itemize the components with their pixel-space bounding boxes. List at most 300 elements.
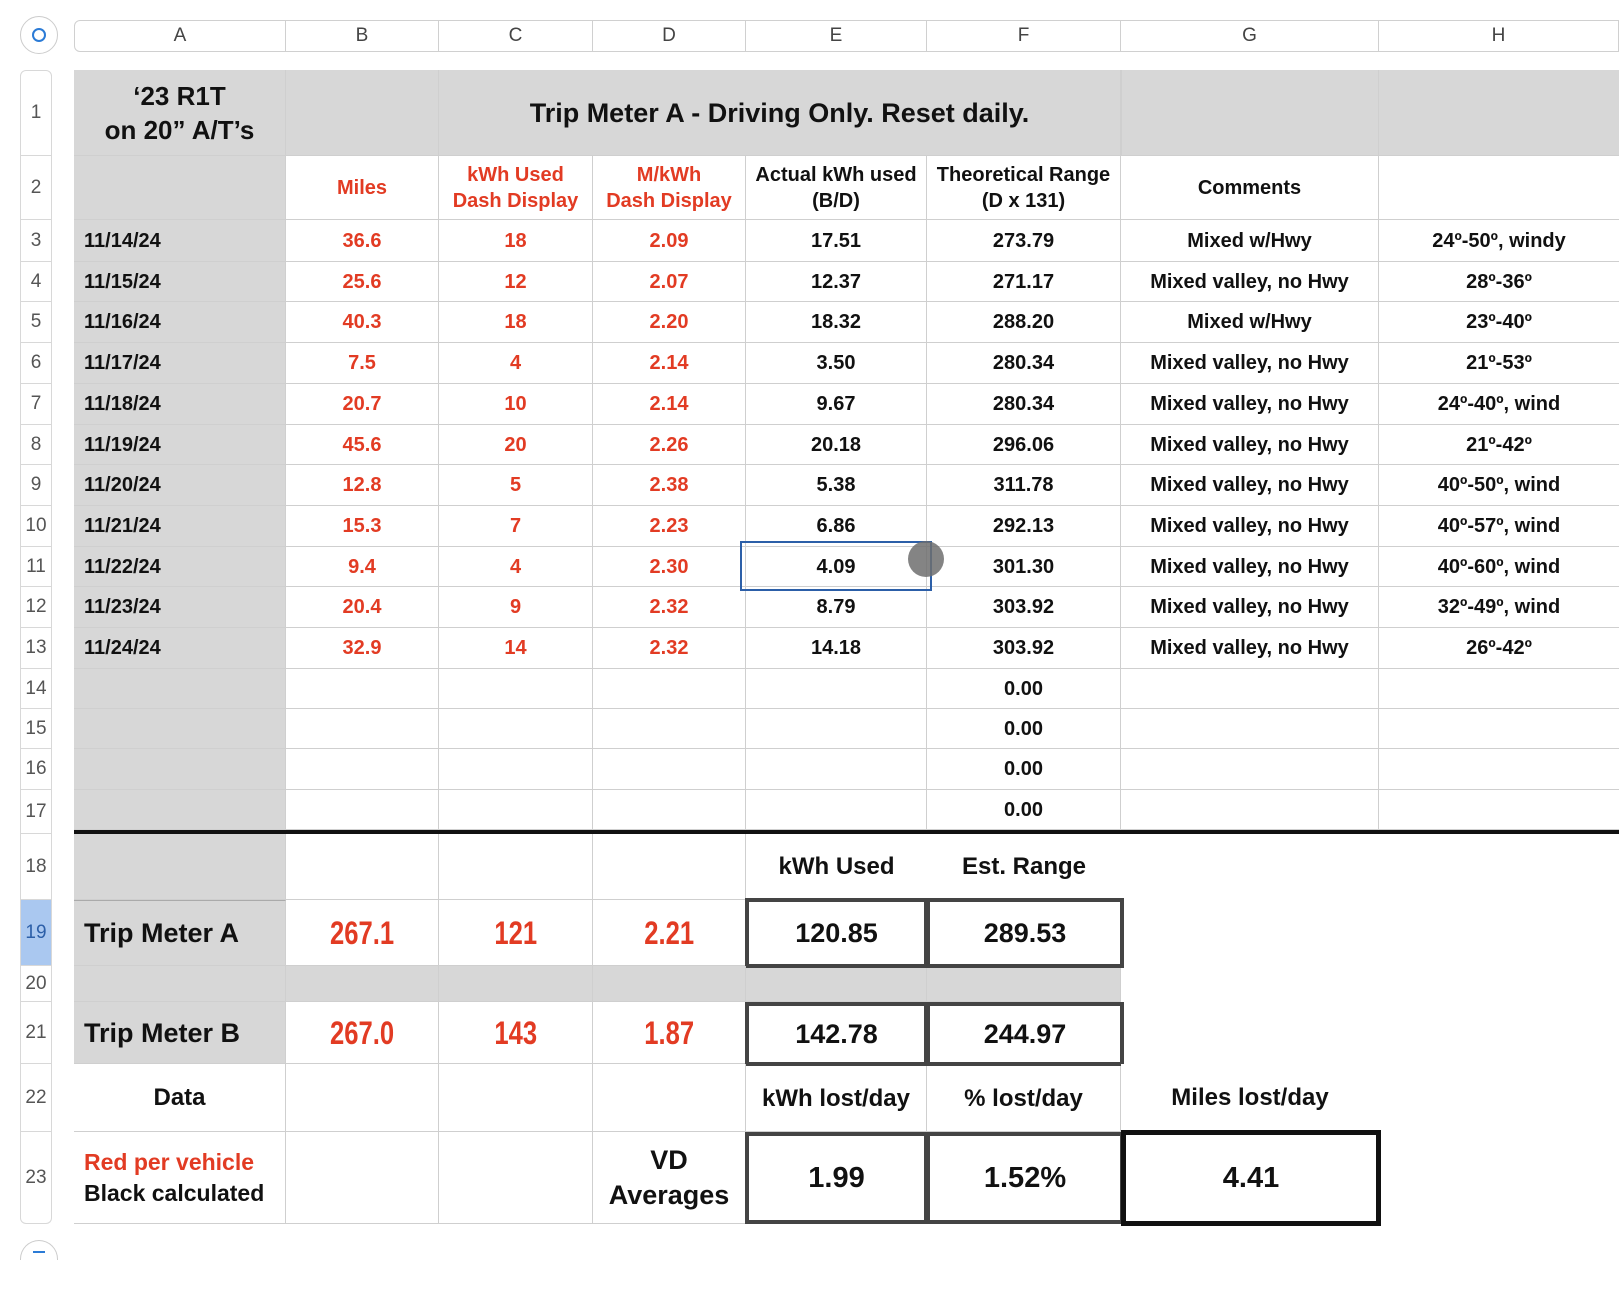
pct-lost-label: % lost/day — [964, 1084, 1083, 1112]
row-header-23[interactable]: 23 — [20, 1132, 52, 1224]
theoretical-range-value: 280.34 — [992, 393, 1055, 415]
trip-meter-a-label: Trip Meter A — [84, 918, 240, 948]
actual-kwh-value: 12.37 — [810, 270, 862, 293]
est-range-label-cell[interactable] — [927, 834, 1121, 900]
b23-cell[interactable] — [286, 1132, 439, 1224]
m-per-kwh-value: 2.26 — [649, 433, 689, 456]
header-mkwh-line1: M/kWh — [636, 163, 702, 186]
m-per-kwh-cell[interactable] — [593, 587, 746, 628]
temperature-cell[interactable] — [1379, 220, 1619, 262]
title-h1-cell[interactable] — [1379, 70, 1619, 156]
theoretical-range-cell[interactable] — [927, 425, 1121, 465]
header-kwh-used-line1: kWh Used — [467, 163, 564, 186]
temperature-value: 21º-42º — [1466, 433, 1532, 456]
temperature-cell[interactable] — [1379, 587, 1619, 628]
b20-cell[interactable] — [286, 966, 439, 1002]
title-vehicle-cell[interactable] — [74, 70, 286, 156]
miles-cell[interactable] — [286, 790, 439, 830]
miles-cell[interactable] — [286, 220, 439, 262]
theoretical-range-value: 0.00 — [1004, 717, 1043, 740]
title-vehicle-line2: on 20” A/T’s — [104, 114, 255, 145]
temperature-cell[interactable] — [1379, 749, 1619, 790]
actual-kwh-cell[interactable] — [746, 220, 927, 262]
kwh-used-value: 20 — [504, 433, 527, 456]
miles-lost-cell[interactable] — [1121, 1130, 1381, 1226]
theoretical-range-cell[interactable] — [927, 302, 1121, 343]
kwh-used-cell[interactable] — [439, 587, 593, 628]
comment-cell[interactable] — [1121, 506, 1379, 547]
date-cell[interactable] — [74, 749, 286, 790]
temperature-value: 40º-60º, wind — [1437, 555, 1561, 578]
trip-a-kwh-cell[interactable] — [439, 900, 593, 966]
kwh-used-cell[interactable] — [439, 628, 593, 669]
kwh-used-cell[interactable] — [439, 709, 593, 749]
comment-cell[interactable] — [1121, 749, 1379, 790]
miles-cell[interactable] — [286, 465, 439, 506]
header-miles[interactable] — [286, 156, 439, 220]
header-miles-label: Miles — [336, 176, 388, 199]
trip-b-kwh-cell[interactable] — [439, 1002, 593, 1064]
temperature-cell[interactable] — [1379, 709, 1619, 749]
kwh-used-value: 18 — [504, 311, 527, 333]
temperature-cell[interactable] — [1379, 262, 1619, 302]
miles-lost-label-cell[interactable] — [1121, 1064, 1379, 1132]
temperature-value: 32º-49º, wind — [1437, 596, 1561, 618]
actual-kwh-cell[interactable] — [746, 425, 927, 465]
miles-cell[interactable] — [286, 749, 439, 790]
d20-cell[interactable] — [593, 966, 746, 1002]
date-cell[interactable] — [74, 506, 286, 547]
comment-cell[interactable] — [1121, 384, 1379, 425]
theoretical-range-value: 303.92 — [992, 637, 1055, 659]
theoretical-range-value: 311.78 — [993, 474, 1054, 496]
kwh-lost-cell[interactable] — [745, 1132, 928, 1224]
column-header-d[interactable]: D — [593, 20, 746, 52]
actual-kwh-value: 17.51 — [810, 229, 862, 252]
comment-value: Mixed valley, no Hwy — [1150, 393, 1349, 415]
column-header-a[interactable]: A — [74, 20, 286, 52]
trip-b-miles: 267.0 — [329, 1014, 395, 1051]
theoretical-range-value: 288.20 — [992, 311, 1055, 333]
kwh-lost-label-cell[interactable] — [746, 1066, 927, 1132]
trip-a-range-cell[interactable] — [926, 898, 1124, 968]
d22-cell[interactable] — [593, 1064, 746, 1132]
miles-cell[interactable] — [286, 587, 439, 628]
comment-value: Mixed valley, no Hwy — [1150, 637, 1349, 659]
title-vehicle-line1: ‘23 R1T — [133, 80, 226, 111]
legend-cell[interactable] — [74, 1132, 286, 1224]
theoretical-range-cell[interactable] — [927, 709, 1121, 749]
date-value: 11/17/24 — [84, 352, 161, 374]
temperature-cell[interactable] — [1379, 343, 1619, 384]
m-per-kwh-cell[interactable] — [593, 384, 746, 425]
comment-value: Mixed valley, no Hwy — [1150, 474, 1349, 496]
m-per-kwh-cell[interactable] — [593, 506, 746, 547]
date-value: 11/23/24 — [84, 596, 161, 618]
comment-cell[interactable] — [1121, 709, 1379, 749]
actual-kwh-cell[interactable] — [746, 587, 927, 628]
kwh-used-cell[interactable] — [439, 506, 593, 547]
trip-b-used: 142.78 — [795, 1019, 878, 1049]
actual-kwh-value: 3.50 — [816, 352, 856, 374]
date-cell[interactable] — [74, 220, 286, 262]
date-value: 11/22/24 — [84, 555, 161, 578]
c18-cell[interactable] — [439, 834, 593, 900]
date-cell[interactable] — [74, 628, 286, 669]
header-a2-cell[interactable] — [74, 156, 286, 220]
a20-cell[interactable] — [74, 966, 286, 1002]
column-header-c[interactable]: C — [439, 20, 593, 52]
row-header-15[interactable]: 15 — [20, 709, 52, 749]
miles-cell[interactable] — [286, 343, 439, 384]
date-cell[interactable] — [74, 587, 286, 628]
temperature-cell[interactable] — [1379, 302, 1619, 343]
date-cell[interactable] — [74, 302, 286, 343]
comment-cell[interactable] — [1121, 220, 1379, 262]
row-header-7[interactable]: 7 — [20, 384, 52, 425]
row-header-10[interactable]: 10 — [20, 506, 52, 547]
est-range-label: Est. Range — [961, 853, 1087, 880]
kwh-used-value: 7 — [509, 515, 522, 537]
temperature-value: 40º-57º, wind — [1437, 515, 1561, 537]
date-value: 11/19/24 — [84, 433, 161, 456]
comment-value: Mixed valley, no Hwy — [1150, 596, 1349, 618]
comment-cell[interactable] — [1121, 587, 1379, 628]
theoretical-range-value: 292.13 — [992, 515, 1055, 537]
kwh-used-value: 14 — [504, 637, 527, 659]
kwh-used-cell[interactable] — [439, 220, 593, 262]
comment-cell[interactable] — [1121, 343, 1379, 384]
m-per-kwh-value: 2.23 — [649, 515, 689, 537]
comment-cell[interactable] — [1121, 790, 1379, 830]
c22-cell[interactable] — [439, 1064, 593, 1132]
temperature-cell[interactable] — [1379, 506, 1619, 547]
selection-handle-icon[interactable] — [908, 541, 944, 577]
miles-value: 15.3 — [342, 515, 382, 537]
miles-value: 12.8 — [342, 474, 382, 496]
theoretical-range-value: 301.30 — [992, 555, 1055, 578]
trip-a-mkwh-cell[interactable] — [593, 900, 746, 966]
miles-cell[interactable] — [286, 425, 439, 465]
vd-averages-cell[interactable] — [593, 1132, 746, 1224]
theoretical-range-cell[interactable] — [927, 669, 1121, 709]
actual-kwh-value: 20.18 — [810, 433, 862, 456]
theoretical-range-value: 0.00 — [1004, 677, 1043, 700]
comment-value: Mixed valley, no Hwy — [1150, 433, 1349, 456]
theoretical-range-cell[interactable] — [927, 506, 1121, 547]
m-per-kwh-cell[interactable] — [593, 709, 746, 749]
comment-cell[interactable] — [1121, 669, 1379, 709]
header-comments[interactable] — [1121, 156, 1379, 220]
m-per-kwh-cell[interactable] — [593, 749, 746, 790]
actual-kwh-cell[interactable] — [746, 343, 927, 384]
kwh-lost-label: kWh lost/day — [761, 1084, 911, 1112]
kwh-used-cell[interactable] — [439, 669, 593, 709]
kwh-used-value: 4 — [509, 352, 522, 374]
date-value: 11/15/24 — [84, 270, 161, 293]
theoretical-range-cell[interactable] — [927, 262, 1121, 302]
actual-kwh-cell[interactable] — [746, 262, 927, 302]
m-per-kwh-value: 2.20 — [649, 311, 689, 333]
row-header-8[interactable]: 8 — [20, 425, 52, 465]
theoretical-range-cell[interactable] — [927, 220, 1121, 262]
theoretical-range-value: 303.92 — [992, 596, 1055, 618]
miles-cell[interactable] — [286, 628, 439, 669]
row-header-13[interactable]: 13 — [20, 628, 52, 669]
kwh-used-value: 4 — [509, 555, 522, 578]
temperature-cell[interactable] — [1379, 425, 1619, 465]
row-header-21[interactable]: 21 — [20, 1002, 52, 1064]
row-header-17[interactable]: 17 — [20, 790, 52, 834]
m-per-kwh-cell[interactable] — [593, 343, 746, 384]
date-cell[interactable] — [74, 425, 286, 465]
header-h2-cell[interactable] — [1379, 156, 1619, 220]
theoretical-range-cell[interactable] — [927, 465, 1121, 506]
column-header-g[interactable]: G — [1121, 20, 1379, 52]
title-main: Trip Meter A - Driving Only. Reset daily. — [529, 97, 1030, 128]
m-per-kwh-value: 2.38 — [649, 474, 689, 496]
comment-value: Mixed valley, no Hwy — [1150, 515, 1349, 537]
miles-value: 7.5 — [348, 352, 376, 374]
miles-cell[interactable] — [286, 262, 439, 302]
minus-icon — [33, 1251, 45, 1253]
vd-label: VD — [650, 1144, 688, 1175]
miles-value: 32.9 — [342, 637, 382, 659]
data-label-cell[interactable] — [74, 1064, 286, 1132]
miles-value: 40.3 — [342, 311, 382, 333]
temperature-cell[interactable] — [1379, 465, 1619, 506]
actual-kwh-cell[interactable] — [746, 302, 927, 343]
header-actual-line1: Actual kWh used — [755, 163, 917, 186]
comment-cell[interactable] — [1121, 628, 1379, 669]
theoretical-range-cell[interactable] — [927, 384, 1121, 425]
temperature-value: 26º-42º — [1466, 637, 1532, 659]
title-g1-cell[interactable] — [1121, 70, 1379, 156]
actual-kwh-cell[interactable] — [746, 749, 927, 790]
kwh-used-cell[interactable] — [439, 547, 593, 587]
m-per-kwh-value: 2.32 — [649, 596, 689, 618]
select-all-button[interactable] — [20, 16, 58, 54]
comment-cell[interactable] — [1121, 302, 1379, 343]
column-header-f[interactable]: F — [927, 20, 1121, 52]
theoretical-range-value: 296.06 — [992, 433, 1055, 456]
miles-value: 20.4 — [342, 596, 382, 618]
m-per-kwh-value: 2.14 — [649, 352, 689, 374]
c20-cell[interactable] — [439, 966, 593, 1002]
row-header-2[interactable]: 2 — [20, 156, 52, 220]
row-header-11[interactable]: 11 — [20, 547, 52, 587]
theoretical-range-cell[interactable] — [927, 790, 1121, 830]
date-value: 11/24/24 — [84, 637, 161, 659]
temperature-cell[interactable] — [1379, 669, 1619, 709]
theoretical-range-cell[interactable] — [927, 628, 1121, 669]
m-per-kwh-value: 2.32 — [649, 637, 689, 659]
trip-meter-a-label-cell[interactable] — [74, 900, 286, 966]
theoretical-range-cell[interactable] — [927, 587, 1121, 628]
m-per-kwh-cell[interactable] — [593, 669, 746, 709]
comment-cell[interactable] — [1121, 262, 1379, 302]
temperature-cell[interactable] — [1379, 547, 1619, 587]
actual-kwh-cell[interactable] — [746, 384, 927, 425]
row-header-3[interactable]: 3 — [20, 220, 52, 262]
kwh-used-cell[interactable] — [439, 790, 593, 830]
actual-kwh-value: 8.79 — [816, 596, 856, 618]
a18-cell[interactable] — [74, 834, 286, 900]
comment-value: Mixed valley, no Hwy — [1150, 270, 1349, 293]
date-cell[interactable] — [74, 262, 286, 302]
miles-cell[interactable] — [286, 669, 439, 709]
d18-cell[interactable] — [593, 834, 746, 900]
header-kwh-used-line2: Dash Display — [452, 189, 579, 212]
m-per-kwh-cell[interactable] — [593, 425, 746, 465]
b18-cell[interactable] — [286, 834, 439, 900]
legend-red: Red per vehicle — [84, 1148, 255, 1175]
theoretical-range-cell[interactable] — [927, 749, 1121, 790]
kwh-used-cell[interactable] — [439, 384, 593, 425]
trip-a-miles-cell[interactable] — [286, 900, 439, 966]
miles-cell[interactable] — [286, 547, 439, 587]
date-value: 11/18/24 — [84, 393, 161, 415]
m-per-kwh-cell[interactable] — [593, 302, 746, 343]
theoretical-range-cell[interactable] — [927, 343, 1121, 384]
column-header-e[interactable]: E — [746, 20, 927, 52]
miles-value: 45.6 — [342, 433, 382, 456]
row-header-1[interactable]: 1 — [20, 70, 52, 156]
row-header-5[interactable]: 5 — [20, 302, 52, 343]
trip-meter-b-label-cell[interactable] — [74, 1002, 286, 1064]
row-header-18[interactable]: 18 — [20, 834, 52, 900]
temperature-cell[interactable] — [1379, 790, 1619, 830]
title-b1-cell[interactable] — [286, 70, 439, 156]
date-cell[interactable] — [74, 465, 286, 506]
date-value: 11/21/24 — [84, 515, 161, 537]
e20-cell[interactable] — [746, 968, 927, 1002]
m-per-kwh-value: 2.09 — [649, 229, 689, 252]
kwh-used-cell[interactable] — [439, 465, 593, 506]
theoretical-range-value: 280.34 — [992, 352, 1055, 374]
header-theoretical-range[interactable] — [927, 156, 1121, 220]
f20-cell[interactable] — [927, 968, 1121, 1002]
trip-b-mkwh-cell[interactable] — [593, 1002, 746, 1064]
header-comments-label: Comments — [1197, 176, 1302, 199]
actual-kwh-value: 18.32 — [810, 311, 862, 333]
m-per-kwh-cell[interactable] — [593, 220, 746, 262]
temperature-cell[interactable] — [1379, 384, 1619, 425]
date-cell[interactable] — [74, 709, 286, 749]
column-header-b[interactable]: B — [286, 20, 439, 52]
b22-cell[interactable] — [286, 1064, 439, 1132]
trip-b-mkwh: 1.87 — [644, 1014, 694, 1051]
legend-black: Black calculated — [84, 1179, 265, 1206]
row-header-6[interactable]: 6 — [20, 343, 52, 384]
kwh-used-cell[interactable] — [439, 749, 593, 790]
kwh-used-cell[interactable] — [439, 262, 593, 302]
trip-meter-b-label: Trip Meter B — [84, 1017, 241, 1048]
kwh-used-cell[interactable] — [439, 343, 593, 384]
row-header-22[interactable]: 22 — [20, 1064, 52, 1132]
m-per-kwh-value: 2.07 — [649, 270, 689, 293]
pct-lost-label-cell[interactable] — [927, 1066, 1121, 1132]
comment-cell[interactable] — [1121, 425, 1379, 465]
m-per-kwh-cell[interactable] — [593, 547, 746, 587]
actual-kwh-cell[interactable] — [746, 669, 927, 709]
temperature-cell[interactable] — [1379, 628, 1619, 669]
miles-value: 20.7 — [342, 393, 382, 415]
trip-a-range: 289.53 — [983, 918, 1067, 948]
date-cell[interactable] — [74, 669, 286, 709]
averages-label: Averages — [608, 1179, 730, 1210]
kwh-used-cell[interactable] — [439, 302, 593, 343]
date-cell[interactable] — [74, 384, 286, 425]
miles-value: 25.6 — [342, 270, 382, 293]
trip-a-used-cell[interactable] — [745, 898, 928, 968]
c23-cell[interactable] — [439, 1132, 593, 1224]
date-cell[interactable] — [74, 790, 286, 830]
actual-kwh-value: 9.67 — [816, 393, 856, 415]
row-header-14[interactable]: 14 — [20, 669, 52, 709]
kwh-used-value: 5 — [509, 474, 522, 496]
m-per-kwh-cell[interactable] — [593, 790, 746, 830]
kwh-used-label-cell[interactable] — [746, 834, 927, 900]
m-per-kwh-cell[interactable] — [593, 262, 746, 302]
theoretical-range-value: 271.17 — [992, 270, 1055, 293]
trip-b-miles-cell[interactable] — [286, 1002, 439, 1064]
theoretical-range-value: 0.00 — [1004, 758, 1043, 780]
miles-cell[interactable] — [286, 302, 439, 343]
kwh-used-cell[interactable] — [439, 425, 593, 465]
actual-kwh-cell[interactable] — [746, 709, 927, 749]
comment-cell[interactable] — [1121, 547, 1379, 587]
actual-kwh-cell[interactable] — [746, 465, 927, 506]
comment-value: Mixed valley, no Hwy — [1150, 555, 1349, 578]
pct-lost-cell[interactable] — [926, 1132, 1124, 1224]
m-per-kwh-cell[interactable] — [593, 465, 746, 506]
row-header-16[interactable]: 16 — [20, 749, 52, 790]
m-per-kwh-cell[interactable] — [593, 628, 746, 669]
bottom-scroll-indicator[interactable] — [20, 1240, 58, 1260]
header-mkwh[interactable] — [593, 156, 746, 220]
trip-a-used: 120.85 — [795, 918, 878, 948]
miles-cell[interactable] — [286, 709, 439, 749]
data-label: Data — [153, 1083, 206, 1111]
row-header-4[interactable]: 4 — [20, 262, 52, 302]
date-cell[interactable] — [74, 547, 286, 587]
date-cell[interactable] — [74, 343, 286, 384]
trip-b-used-cell[interactable] — [745, 1002, 928, 1066]
comment-cell[interactable] — [1121, 465, 1379, 506]
row-header-12[interactable]: 12 — [20, 587, 52, 628]
header-kwh-used[interactable] — [439, 156, 593, 220]
cell-selection-outline[interactable] — [740, 541, 932, 591]
header-actual-kwh[interactable] — [746, 156, 927, 220]
row-header-9[interactable]: 9 — [20, 465, 52, 506]
header-range-line2: (D x 131) — [981, 189, 1066, 212]
pct-lost-value: 1.52% — [983, 1162, 1067, 1194]
theoretical-range-value: 273.79 — [992, 229, 1055, 252]
row-header-20[interactable]: 20 — [20, 966, 52, 1002]
trip-a-miles: 267.1 — [329, 914, 395, 951]
actual-kwh-cell[interactable] — [746, 790, 927, 830]
miles-cell[interactable] — [286, 506, 439, 547]
trip-b-range-cell[interactable] — [926, 1002, 1124, 1066]
actual-kwh-cell[interactable] — [746, 628, 927, 669]
title-main-cell[interactable] — [439, 70, 1121, 156]
column-header-h[interactable]: H — [1379, 20, 1619, 52]
header-mkwh-line2: Dash Display — [606, 189, 732, 212]
miles-cell[interactable] — [286, 384, 439, 425]
theoretical-range-cell[interactable] — [927, 547, 1121, 587]
row-header-19[interactable]: 19 — [20, 900, 52, 966]
